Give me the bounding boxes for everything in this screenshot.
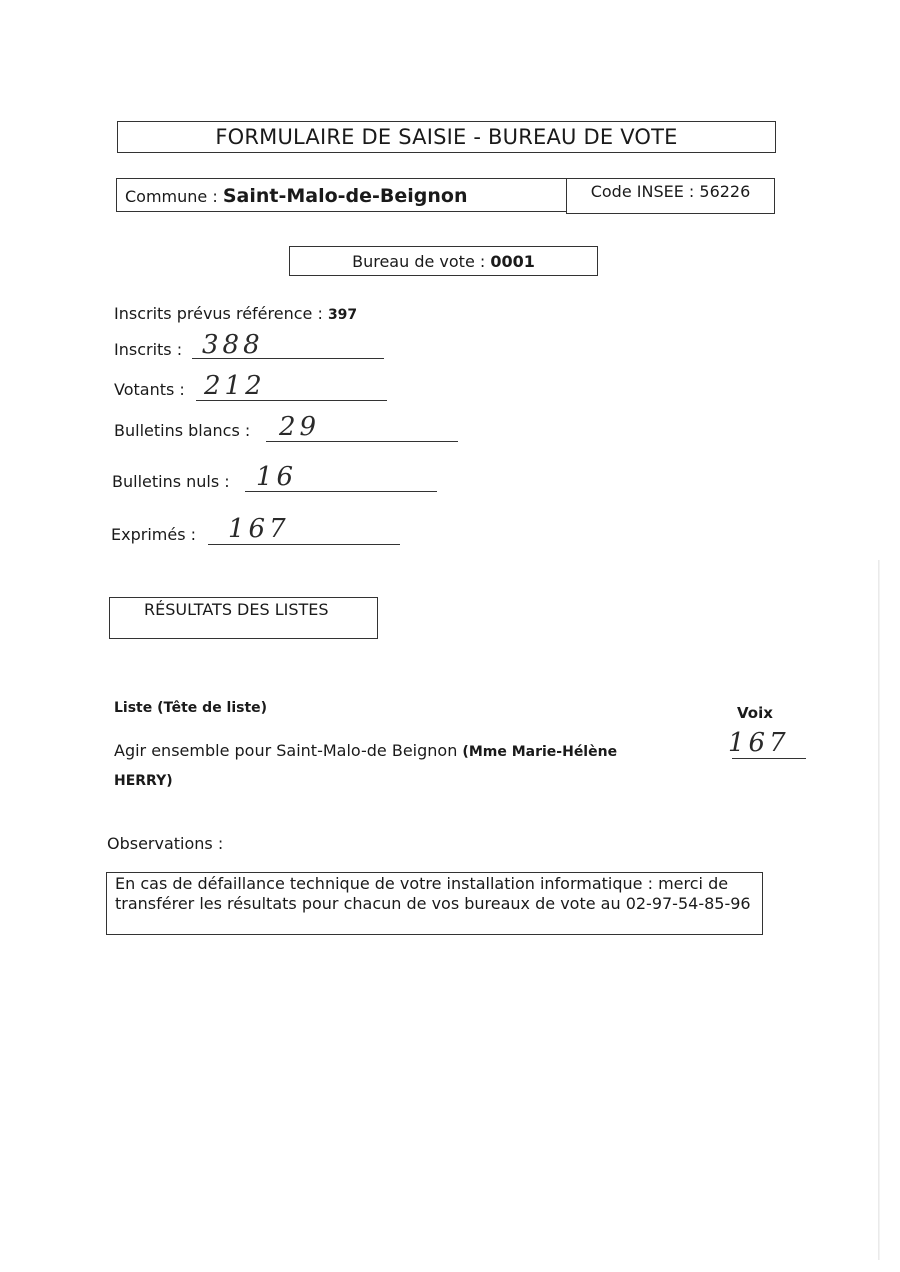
votants-handwritten-value: 212	[204, 371, 266, 401]
list-head: (Mme Marie-Hélène HERRY)	[114, 744, 618, 789]
nuls-label: Bulletins nuls :	[112, 472, 230, 491]
list-entry	[114, 737, 674, 795]
results-section-title: RÉSULTATS DES LISTES	[109, 597, 378, 639]
column-list-header: Liste (Tête de liste)	[114, 700, 268, 716]
observations-box: En cas de défaillance technique de votre installation informatique : merci de transférer les résultats pour chacun de vos bureaux de vote au 02-97-54-85-96	[106, 872, 763, 935]
form-title: FORMULAIRE DE SAISIE - BUREAU DE VOTE	[117, 121, 776, 153]
blancs-handwritten-value: 29	[279, 412, 321, 442]
inscrits-prevus-field	[114, 304, 357, 323]
insee-code: 56226	[699, 182, 751, 201]
inscrits-prevus-value: 397	[327, 307, 358, 323]
scan-edge-shadow	[878, 560, 880, 1260]
inscrits-label: Inscrits :	[114, 340, 183, 359]
nuls-handwritten-value: 16	[256, 462, 298, 492]
bureau-label: Bureau de vote :	[352, 252, 486, 271]
commune-box	[116, 178, 567, 212]
column-votes-header: Voix	[737, 704, 773, 722]
observations-label: Observations :	[107, 834, 224, 853]
inscrits-handwritten-value: 388	[202, 330, 264, 360]
commune-label: Commune :	[125, 187, 218, 206]
insee-label: Code INSEE :	[590, 182, 695, 201]
insee-box	[566, 178, 775, 214]
inscrits-prevus-label: Inscrits prévus référence :	[114, 304, 323, 323]
votants-label: Votants :	[114, 380, 185, 399]
bureau-number: 0001	[490, 252, 535, 271]
list-name: Agir ensemble pour Saint-Malo-de Beignon	[114, 741, 458, 760]
votes-line	[732, 758, 806, 759]
list-votes-handwritten-value: 167	[728, 728, 790, 758]
exprimes-label: Exprimés :	[111, 525, 196, 544]
blancs-label: Bulletins blancs :	[114, 421, 251, 440]
commune-name: Saint-Malo-de-Beignon	[222, 185, 468, 207]
exprimes-line	[208, 544, 400, 545]
exprimes-handwritten-value: 167	[228, 514, 290, 544]
bureau-box	[289, 246, 598, 276]
